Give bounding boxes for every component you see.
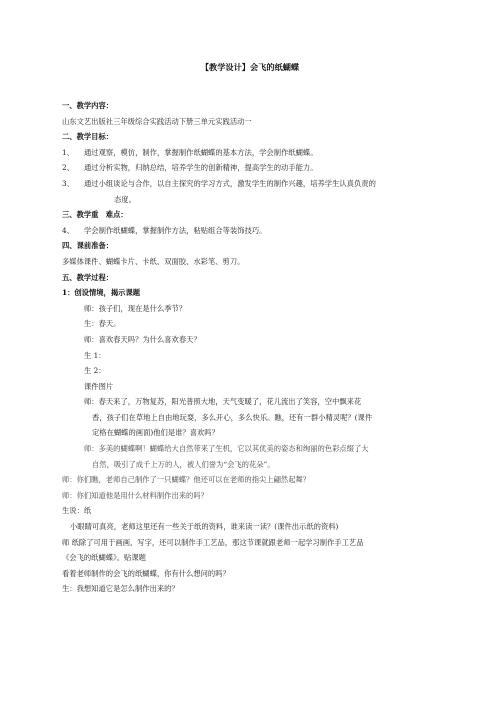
section-heading-process: 五、教学过程： [62, 272, 114, 282]
section-heading-goals: 二、教学目标： [62, 132, 114, 142]
dialogue-line: 师：你们知道他是用什么材料制作出来的吗？ [62, 490, 208, 500]
keypoint-number: 4、 [62, 225, 74, 235]
keypoint-text: 学会制作纸蝴蝶，掌握制作方法，粘贴组合等装饰技巧。 [84, 225, 267, 235]
goal-text: 通过小组谈论与合作，以自主探究的学习方式，激发学生的制作兴趣，培养学生认真负责的 [84, 178, 376, 188]
section-heading-content: 一、教学内容： [62, 101, 114, 110]
goal-number: 2、 [62, 163, 74, 173]
dialogue-line: 师：喜欢春天吗？为什么喜欢春天？ [84, 334, 201, 344]
dialogue-line: 小眼睛可真亮，老师这里还有一些关于纸的资料，谁来读一读？(课件出示纸的资料) [70, 522, 339, 532]
dialogue-line: 生说：纸 [62, 506, 92, 516]
step-heading-1: 1：创设情境，揭示课题 [62, 288, 141, 298]
dialogue-line: 师 纸除了可用于画画，写字，还可以制作手工艺品，那这节课就跟老师一起学习制作手工艺品 [62, 537, 364, 547]
goal-number: 1、 [62, 147, 74, 157]
goal-text: 通过观察，模仿，制作，掌握制作纸蝴蝶的基本方法，学会制作纸蝴蝶。 [84, 147, 318, 157]
dialogue-line-continued: 自然，吸引了成千上万的人，被人们誉为“会飞的花朵”。 [92, 459, 275, 469]
dialogue-line-continued: 《会飞的纸蝴蝶》。贴课题 [62, 553, 146, 563]
section-heading-keypoints: 三、教学重 难点： [62, 210, 128, 220]
dialogue-line: 师：春天来了，万物复苏，阳光普照大地，天气变暖了，花儿流出了笑容，空中飘来花 [84, 397, 362, 407]
section-heading-preparation: 四、课前准备： [62, 241, 114, 251]
dialogue-line: 师：孩子们，现在是什么季节？ [84, 303, 187, 313]
dialogue-line: 生 1： [84, 350, 106, 360]
goal-item-3-continued: 态度。 [114, 194, 136, 204]
dialogue-line: 课件图片 [84, 381, 114, 391]
goal-item-1 [62, 145, 442, 161]
document-body [62, 98, 442, 597]
goal-item-2 [62, 160, 442, 176]
dialogue-line-continued: 定格在蝴蝶的画面)他们是谁？喜欢吗？ [92, 428, 219, 438]
keypoint-item-4 [62, 223, 442, 239]
goal-text: 通过分析实物，归纳总结，培养学生的创新精神，提高学生的动手能力。 [84, 163, 318, 173]
dialogue-line: 师：你们瞧，老师自己制作了一只蝴蝶？他还可以在老师的指尖上翩然起舞？ [62, 475, 311, 485]
dialogue-line: 看着老师制作的会飞的纸蝴蝶，你有什么想问的吗？ [62, 568, 230, 578]
dialogue-line: 生：我想知道它是怎么制作出来的？ [62, 584, 179, 594]
section-text-content: 山东文艺出版社三年级综合实践活动下册三单元实践活动一 [62, 116, 252, 126]
section-text-preparation: 多媒体课件、蝴蝶卡片、卡纸、双面胶、水彩笔、剪刀。 [62, 256, 245, 266]
dialogue-line: 师：多美的蝴蝶啊！蝴蝶给大自然带来了生机，它以其优美的姿态和绚丽的色彩点缀了大 [84, 444, 369, 454]
goal-item-3 [62, 176, 442, 192]
document-title: 【教学设计】会飞的纸蝴蝶 [200, 62, 300, 72]
dialogue-line: 生 2： [84, 366, 106, 376]
dialogue-line-continued: 香，孩子们在草地上自由地玩耍，多么开心，多么快乐。瞧，还有一群小精灵呢？(课件 [92, 412, 373, 422]
dialogue-line: 生：春天。 [84, 319, 121, 329]
goal-number: 3、 [62, 178, 74, 188]
